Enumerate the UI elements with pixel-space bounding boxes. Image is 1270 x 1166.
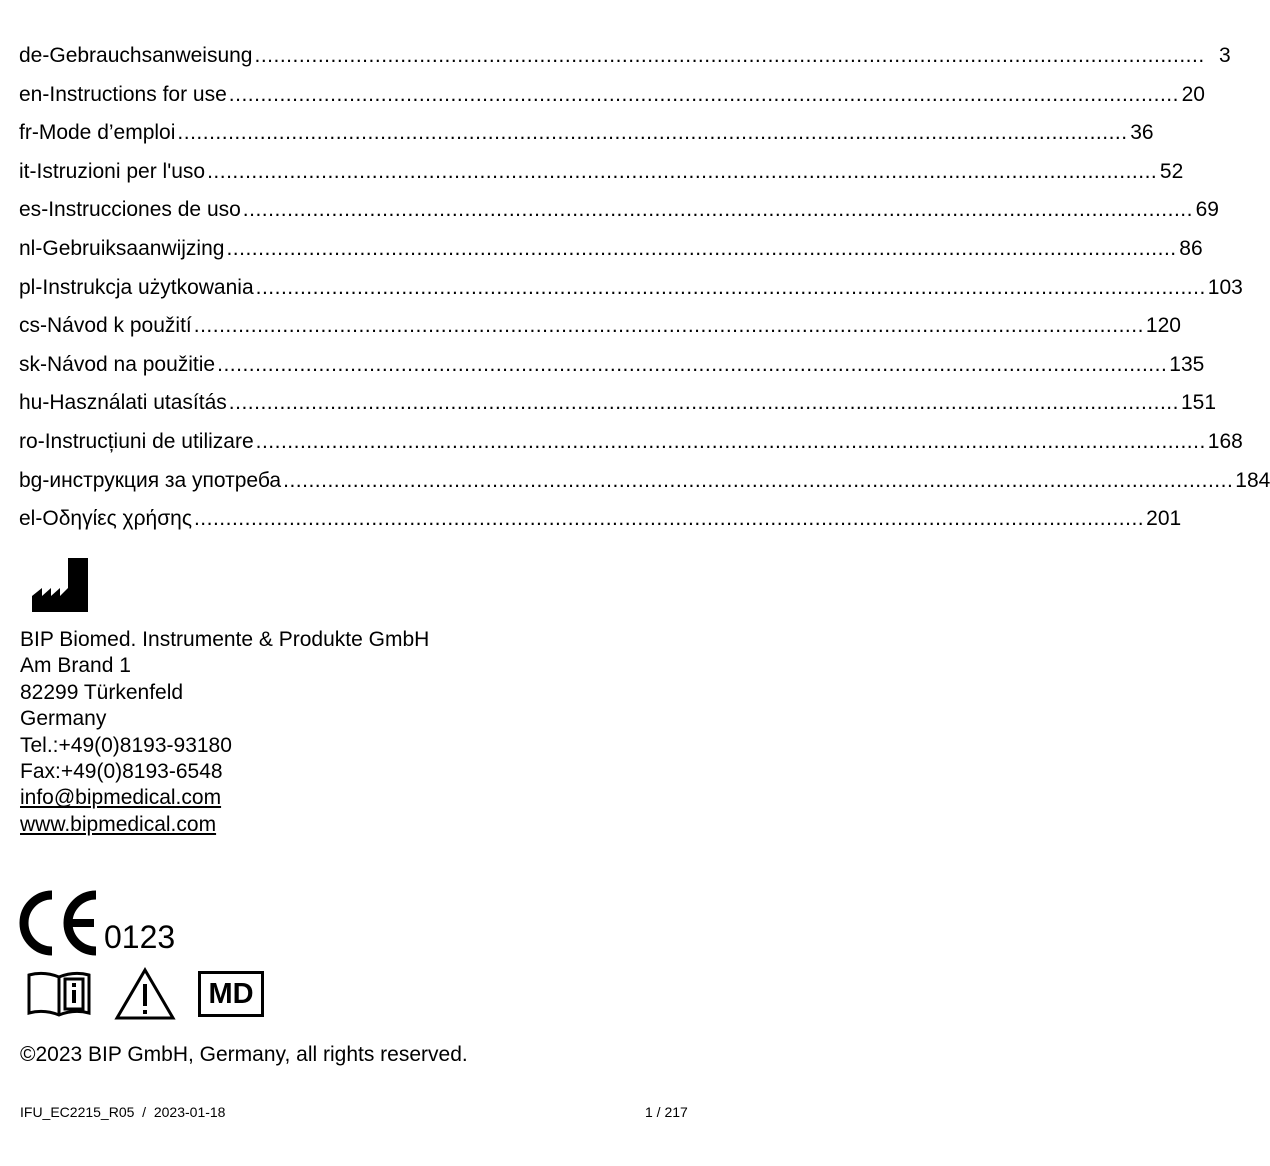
toc-row[interactable] — [19, 195, 1219, 234]
symbol-row — [26, 967, 264, 1021]
toc-language-code: es — [19, 198, 42, 222]
toc-dash: - — [41, 198, 49, 222]
toc-page-number: 36 — [1130, 121, 1154, 145]
toc-leader-dots: ...................................................................................................................................................... — [228, 391, 1179, 415]
toc-leader-dots: ...................................................................................................................................................... — [255, 275, 1206, 299]
company-name: BIP Biomed. Instrumente & Produkte GmbH — [20, 628, 430, 651]
toc-page-number: 184 — [1235, 468, 1270, 492]
caution-icon — [114, 967, 176, 1021]
toc-language-code: it — [19, 159, 30, 183]
notified-body-number: 0123 — [104, 919, 176, 955]
toc-dash: - — [37, 429, 45, 453]
toc-page-number: 135 — [1169, 352, 1205, 376]
manufacturer-icon — [32, 558, 88, 612]
toc-leader-dots: ...................................................................................................................................................... — [193, 507, 1145, 531]
toc-language-code: el — [19, 507, 36, 531]
website-link[interactable]: www.bipmedical.com — [20, 812, 217, 836]
city: 82299 Türkenfeld — [20, 680, 184, 704]
toc-page-number: 103 — [1207, 275, 1243, 299]
toc-language-code: fr — [19, 121, 32, 145]
fax: Fax:+49(0)8193-6548 — [20, 760, 223, 784]
toc-title: Οδηγίες χρήσης — [42, 507, 192, 531]
toc-row[interactable] — [19, 80, 1205, 119]
toc-dash: - — [42, 468, 50, 492]
manufacturer-address — [20, 627, 429, 838]
toc-page-number: 168 — [1207, 429, 1243, 453]
toc-row[interactable] — [19, 388, 1217, 427]
toc-language-code: sk — [19, 352, 40, 376]
toc-page-number: 86 — [1179, 236, 1203, 260]
toc-leader-dots: ...................................................................................................................................................... — [193, 314, 1144, 338]
phone: Tel.:+49(0)8193-93180 — [20, 733, 232, 757]
toc-row[interactable] — [19, 504, 1182, 543]
toc-leader-dots: ...................................................................................................................................................... — [283, 468, 1234, 492]
toc-leader-dots: ...................................................................................................................................................... — [217, 352, 1168, 376]
toc-leader-dots: ...................................................................................................................................................... — [177, 121, 1128, 145]
toc-title: Instrucciones de uso — [48, 198, 241, 222]
toc-row[interactable] — [19, 427, 1243, 466]
toc-dash: - — [42, 391, 50, 415]
toc-dash: - — [35, 236, 43, 260]
document-id: IFU_EC2215_R05 / 2023-01-18 — [20, 1104, 226, 1120]
toc-language-code: hu — [19, 391, 43, 415]
toc-leader-dots: ...................................................................................................................................................... — [255, 429, 1206, 453]
toc-page-number: 3 — [1218, 44, 1231, 67]
toc-title: инструкция за употреба — [49, 468, 282, 492]
toc-dash: - — [40, 314, 47, 338]
toc-page-number: 69 — [1195, 198, 1219, 222]
toc-title: Mode d’emploi — [38, 121, 176, 145]
copyright-notice: ©2023 BIP GmbH, Germany, all rights reserved. — [20, 1043, 468, 1066]
toc-page-number: 52 — [1159, 159, 1184, 183]
toc-leader-dots: ...................................................................................................................................................... — [207, 159, 1158, 183]
toc-row[interactable] — [19, 234, 1203, 273]
toc-title: Návod na použitie — [47, 352, 216, 376]
toc-title: Návod k použití — [47, 314, 192, 338]
toc-leader-dots: ...................................................................................................................................................... — [226, 236, 1177, 260]
toc-row[interactable] — [19, 466, 1270, 505]
country: Germany — [20, 707, 107, 731]
toc-language-code: cs — [19, 314, 40, 338]
toc-dash: - — [35, 275, 43, 299]
toc-leader-dots: ...................................................................................................................................................... — [242, 198, 1193, 222]
toc-language-code: ro — [19, 429, 38, 453]
consult-instructions-icon — [26, 969, 92, 1019]
toc-row[interactable] — [19, 311, 1181, 350]
toc-row[interactable] — [19, 118, 1154, 157]
street: Am Brand 1 — [20, 654, 131, 678]
medical-device-icon: MD — [198, 971, 264, 1017]
ce-mark — [18, 885, 175, 955]
toc-title: Használati utasítás — [49, 391, 227, 415]
toc-dash: - — [31, 121, 39, 145]
toc-dash: - — [35, 507, 43, 531]
toc-row[interactable] — [19, 350, 1205, 389]
toc-language-code: en — [19, 82, 43, 106]
email-link[interactable]: info@bipmedical.com — [20, 786, 222, 810]
toc-title: Instrukcja użytkowania — [42, 275, 254, 299]
ce-icon — [18, 891, 100, 955]
toc-language-code: bg — [19, 468, 43, 492]
toc-row[interactable] — [19, 273, 1243, 312]
toc-title: Instrucțiuni de utilizare — [44, 429, 254, 453]
toc-dash: - — [29, 159, 37, 183]
toc-dash: - — [42, 82, 50, 106]
toc-title: Gebruiksaanwijzing — [42, 236, 225, 260]
toc-dash: - — [40, 352, 47, 376]
toc-leader-dots: ...................................................................................................................................................... — [254, 44, 1205, 67]
toc-language-code: pl — [19, 275, 36, 299]
toc-language-code: de — [19, 44, 43, 67]
toc-page-number: 201 — [1146, 507, 1182, 531]
page-counter: 1 / 217 — [645, 1104, 688, 1120]
toc-row[interactable] — [19, 41, 1231, 80]
toc-title: Gebrauchsanweisung — [49, 44, 253, 67]
toc-language-code: nl — [19, 236, 36, 260]
toc-leader-dots: ...................................................................................................................................................... — [228, 82, 1179, 106]
toc-page-number: 120 — [1145, 314, 1181, 338]
toc-page-number: 20 — [1181, 82, 1205, 106]
toc-row[interactable] — [19, 157, 1184, 196]
toc-page-number: 151 — [1180, 391, 1217, 415]
toc-title: Instructions for use — [49, 82, 227, 106]
toc-dash: - — [42, 44, 50, 67]
toc-title: Istruzioni per l'uso — [36, 159, 206, 183]
table-of-contents — [19, 41, 1270, 543]
